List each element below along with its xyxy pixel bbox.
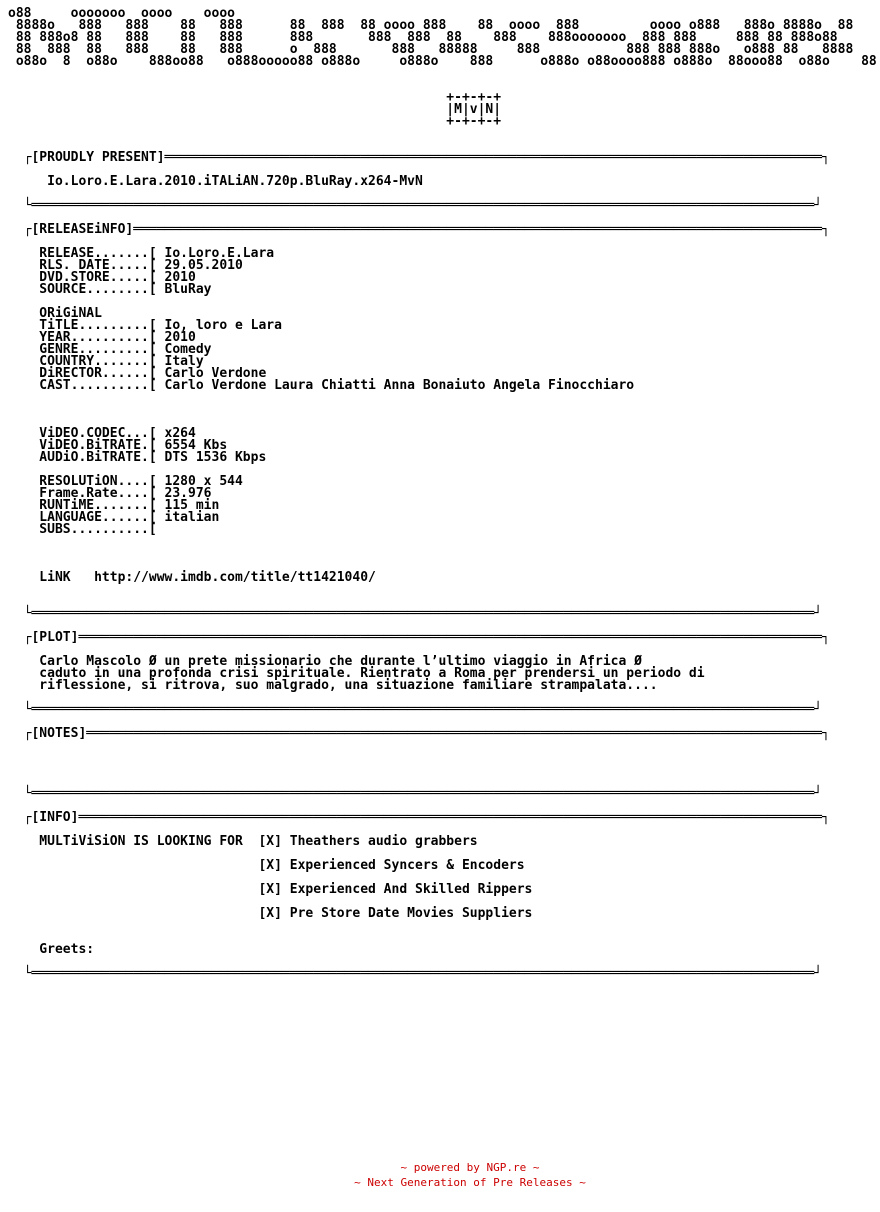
nfo-document: o88 ooooooo oooo oooo 8888o 888 888 88 888 88 888 88 oooo 888 88 oooo 888 oooo o888 888o 8888o 88 88 888o8 88 888 88 888 888 888 888 88 888 888ooooooo 888 888 888 88 888o88 88 888 88 888 88 888 o 888 888 88888 888 888 888 888o o888 88 8888 o88o 8 o88o 888oo88 o888ooooo88 o888o o888o 888 o888o o88oooo888 o888o 88ooo88 o88o 88 +-+-+-+ |M|v|N| +-+-+-+ ┌[PROUDLY PRESENT]════════════════════════════════════════════════════════════════════════════════════┐ Io.Loro.E.Lara.2010.iTALiAN.720p.BluRay.x264-MvN └════════════════════════════════════════════════════════════════════════════════════════════════════┘ ┌[RELEASEiNFO]════════════════════════════════════════════════════════════════════════════════════════┐ RELEASE.......[ Io.Loro.E.Lara RLS. DATE.....[ 29.05.2010 DVD.STORE.....[ 2010 SOURCE........[ BluRay ORiGiNAL TiTLE.........[ Io, loro e Lara YEAR..........[ 2010 GENRE.........[ Comedy COUNTRY.......[ Italy DiRECTOR......[ Carlo Verdone CAST..........[ Carlo Verdone Laura Chiatti Anna Bonaiuto Angela Finocchiaro ViDEO.CODEC...[ x264 ViDEO.BiTRATE.[ 6554 Kbs AUDiO.BiTRATE.[ DTS 1536 Kbps RESOLUTiON....[ 1280 x 544 Frame.Rate....[ 23.976 RUNTiME.......[ 115 min LANGUAGE......[ italian SUBS..........[ LiNK http://www.imdb.com/title/tt1421040/ └════════════════════════════════════════════════════════════════════════════════════════════════════┘ ┌[PLOT]═══════════════════════════════════════════════════════════════════════════════════════════════┐ Carlo Mascolo Ø un prete missionario che durante l’ultimo viaggio in Africa Ø caduto in una profonda crisi spirituale. Rientrato a Roma per prendersi un periodo di riflessione, si ritrova, suo malgrado, una situazione familiare strampalata.... └════════════════════════════════════════════════════════════════════════════════════════════════════┘ ┌[NOTES]══════════════════════════════════════════════════════════════════════════════════════════════┐ └════════════════════════════════════════════════════════════════════════════════════════════════════┘ ┌[INFO]═══════════════════════════════════════════════════════════════════════════════════════════════┐ MULTiViSiON IS LOOKING FOR [X] Theathers audio grabbers [X] Experienced Syncers & Encoders [X] Experienced And Skilled Rippers [X] Pre Store Date Movies Suppliers Greets: └════════════════════════════════════════════════════════════════════════════════════════════════════┘ (8, 6, 877, 981)
footer-tagline: ~ Next Generation of Pre Releases ~ (354, 1176, 586, 1189)
footer-credits (0, 1160, 880, 1190)
footer-powered-by: ~ powered by NGP.re ~ (400, 1161, 540, 1174)
